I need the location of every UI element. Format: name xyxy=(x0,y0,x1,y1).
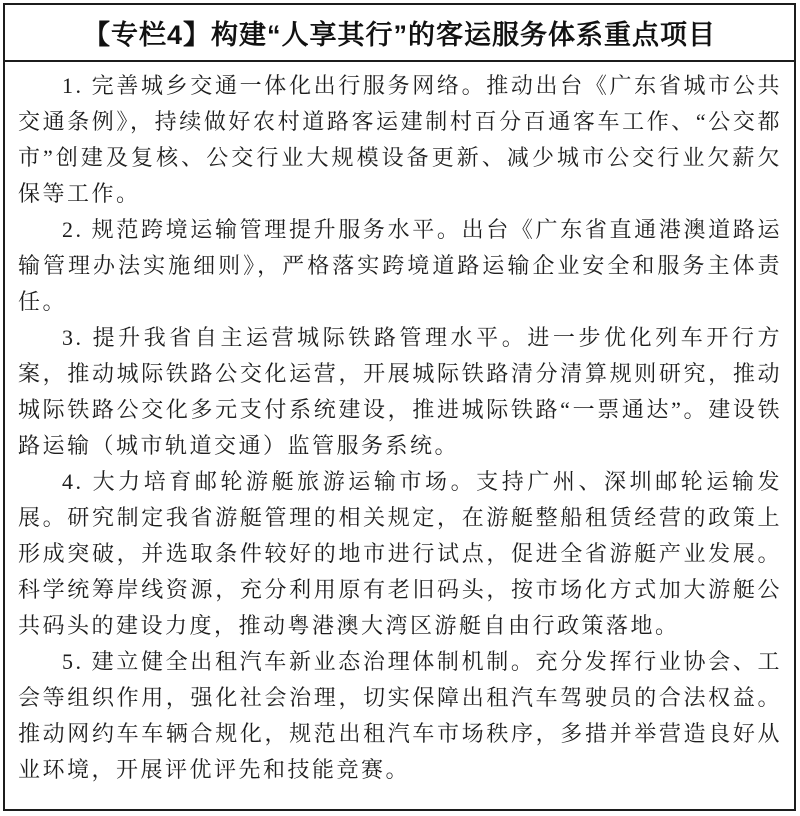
box-title: 【专栏4】构建“人享其行”的客运服务体系重点项目 xyxy=(5,5,794,62)
paragraph-4: 4. 大力培育邮轮游艇旅游运输市场。支持广州、深圳邮轮运输发展。研究制定我省游艇管理的相关规定，在游艇整船租赁经营的政策上形成突破，并选取条件较好的地市进行试点，促进全省游艇产业发展。科学统筹岸线资源，充分利用原有老旧码头，按市场化方式加大游艇公共码头的建设力度，推动粤港澳大湾区游艇自由行政策落地。 xyxy=(18,469,782,638)
paragraph-2: 2. 规范跨境运输管理提升服务水平。出台《广东省直通港澳道路运输管理办法实施细则》，严格落实跨境道路运输企业安全和服务主体责任。 xyxy=(18,217,782,314)
column-box xyxy=(3,3,796,811)
paragraph-3: 3. 提升我省自主运营城际铁路管理水平。进一步优化列车开行方案，推动城际铁路公交化运营，开展城际铁路清分清算规则研究，推动城际铁路公交化多元支付系统建设，推进城际铁路“一票通达”。建设铁路运输（城市轨道交通）监管服务系统。 xyxy=(18,325,782,458)
paragraph-1: 1. 完善城乡交通一体化出行服务网络。推动出台《广东省城市公共交通条例》，持续做好农村道路客运建制村百分百通客车工作、“公交都市”创建及复核、公交行业大规模设备更新、减少城市公交行业欠薪欠保等工作。 xyxy=(18,73,782,206)
box-body xyxy=(5,62,794,788)
paragraph-5: 5. 建立健全出租汽车新业态治理体制机制。充分发挥行业协会、工会等组织作用，强化社会治理，切实保障出租汽车驾驶员的合法权益。推动网约车车辆合规化，规范出租汽车市场秩序，多措并举营造良好从业环境，开展评优评先和技能竞赛。 xyxy=(18,649,782,782)
